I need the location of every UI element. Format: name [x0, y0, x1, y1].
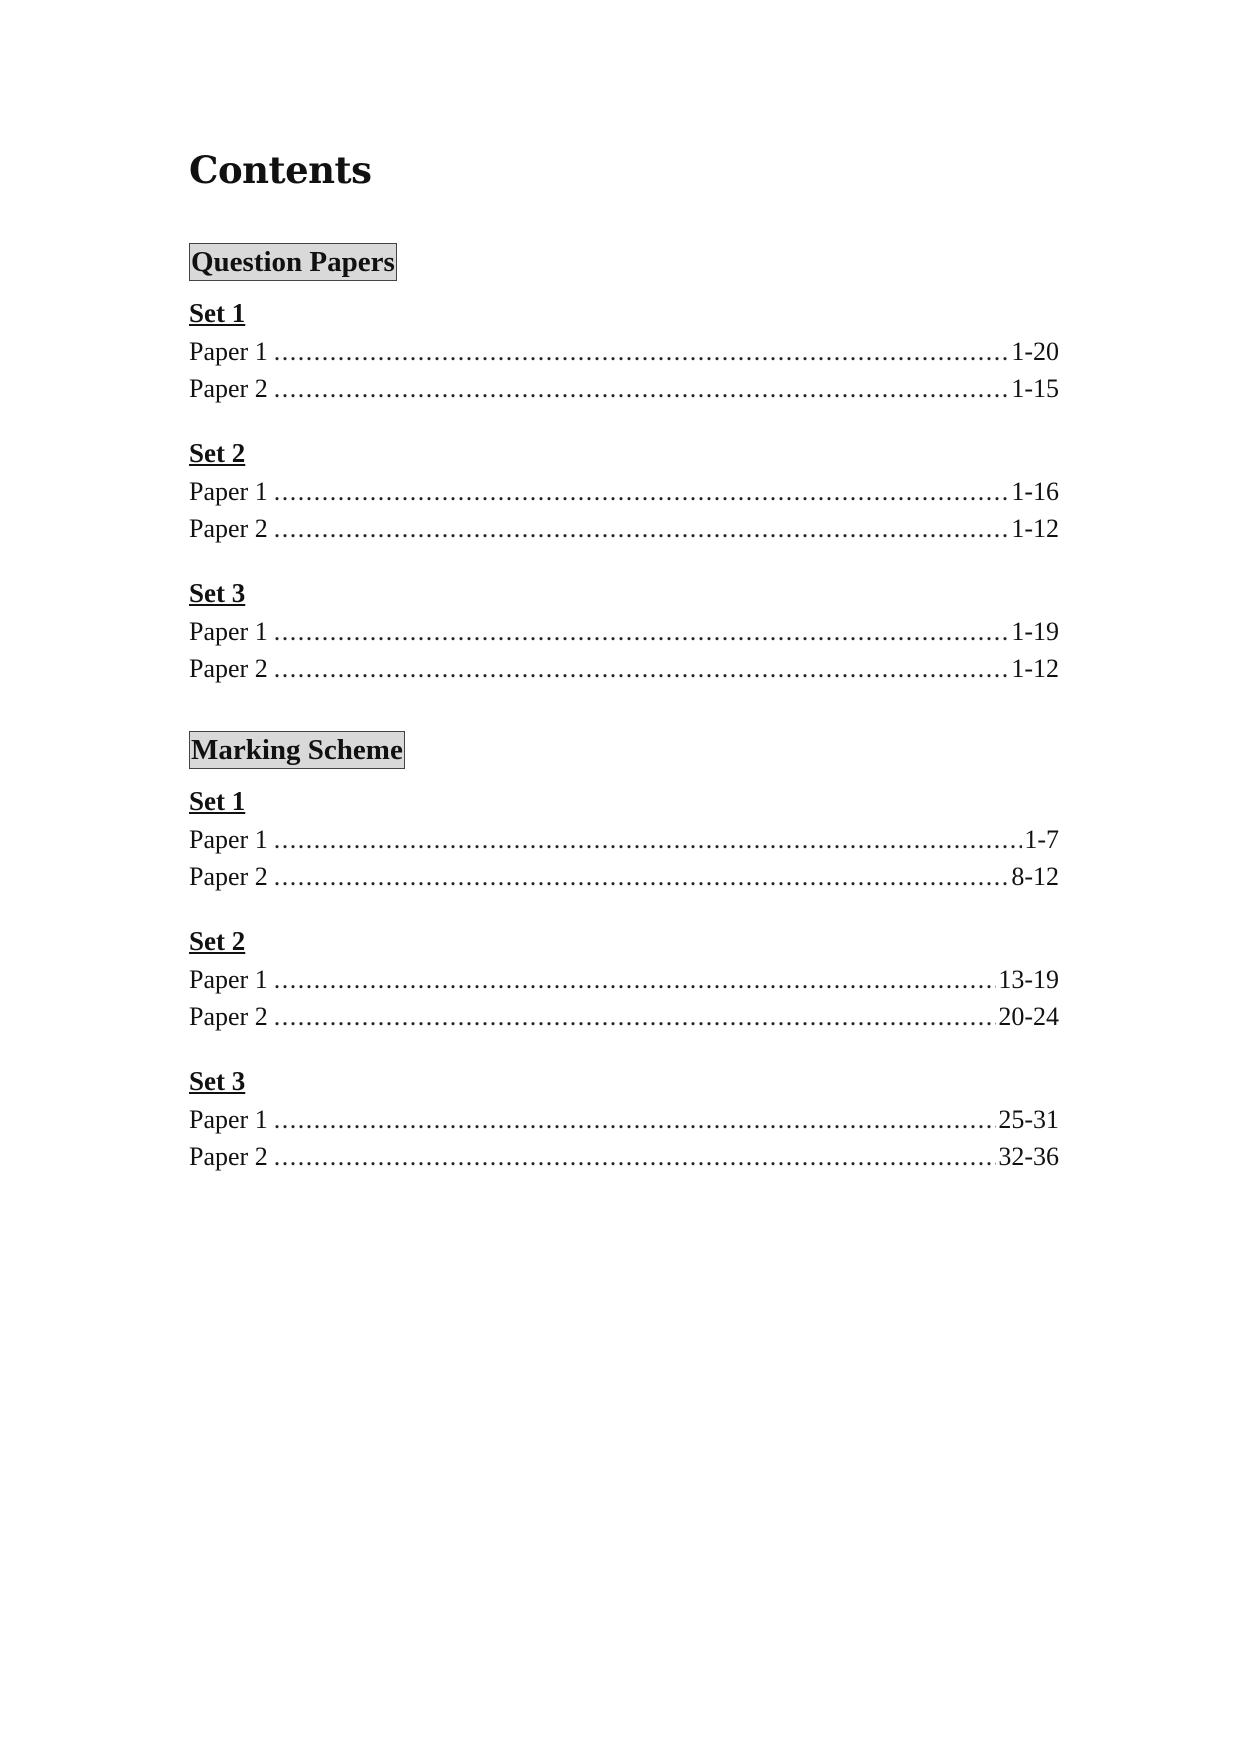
dot-leader — [274, 370, 1010, 407]
set-group — [189, 295, 1059, 407]
contents-section — [189, 731, 1059, 1175]
set-group — [189, 923, 1059, 1035]
toc-entry-label: Paper 1 — [189, 965, 268, 994]
toc-entry-label: Paper 2 — [189, 1142, 268, 1171]
toc-entry-pages: 1-20 — [1011, 337, 1059, 366]
contents-sections — [189, 243, 1059, 1175]
dot-leader — [274, 858, 1010, 895]
toc-entry[interactable] — [189, 1138, 1059, 1175]
dot-leader — [274, 473, 1010, 510]
toc-entry-label: Paper 2 — [189, 654, 268, 683]
dot-leader — [274, 998, 997, 1035]
set-heading: Set 3 — [189, 578, 246, 608]
toc-entry-pages: 20-24 — [998, 1002, 1059, 1031]
set-heading: Set 1 — [189, 298, 246, 328]
toc-entry-label: Paper 2 — [189, 862, 268, 891]
dot-leader — [274, 961, 997, 998]
toc-entry-pages: 8-12 — [1011, 862, 1059, 891]
set-group — [189, 575, 1059, 687]
toc-entry-pages: 1-7 — [1024, 825, 1059, 854]
toc-entry-pages: 1-15 — [1011, 374, 1059, 403]
section-heading: Question Papers — [189, 243, 397, 281]
toc-entry-pages: 1-16 — [1011, 477, 1059, 506]
toc-entry-label: Paper 2 — [189, 374, 268, 403]
dot-leader — [274, 1101, 997, 1138]
set-group — [189, 435, 1059, 547]
toc-entry-label: Paper 1 — [189, 1105, 268, 1134]
toc-entry-pages: 13-19 — [998, 965, 1059, 994]
toc-entry[interactable] — [189, 650, 1059, 687]
toc-entry[interactable] — [189, 613, 1059, 650]
toc-entry[interactable] — [189, 1101, 1059, 1138]
toc-entry-pages: 25-31 — [998, 1105, 1059, 1134]
toc-entry[interactable] — [189, 333, 1059, 370]
toc-entry[interactable] — [189, 510, 1059, 547]
set-group — [189, 783, 1059, 895]
toc-entry[interactable] — [189, 961, 1059, 998]
toc-entry-pages: 1-19 — [1011, 617, 1059, 646]
set-heading: Set 2 — [189, 438, 246, 468]
set-heading: Set 1 — [189, 786, 246, 816]
toc-entry-label: Paper 2 — [189, 514, 268, 543]
toc-entry[interactable] — [189, 858, 1059, 895]
toc-entry[interactable] — [189, 370, 1059, 407]
toc-entry[interactable] — [189, 998, 1059, 1035]
dot-leader — [274, 613, 1010, 650]
section-heading: Marking Scheme — [189, 731, 405, 769]
set-heading: Set 2 — [189, 926, 246, 956]
toc-entry-pages: 1-12 — [1011, 514, 1059, 543]
toc-entry-label: Paper 1 — [189, 825, 268, 854]
contents-body — [189, 148, 1059, 1175]
toc-entry-label: Paper 2 — [189, 1002, 268, 1031]
toc-entry-pages: 32-36 — [998, 1142, 1059, 1171]
dot-leader — [274, 1138, 997, 1175]
dot-leader — [274, 333, 1010, 370]
toc-entry-label: Paper 1 — [189, 337, 268, 366]
toc-entry[interactable] — [189, 473, 1059, 510]
set-heading: Set 3 — [189, 1066, 246, 1096]
dot-leader — [274, 650, 1010, 687]
set-group — [189, 1063, 1059, 1175]
contents-section — [189, 243, 1059, 687]
toc-entry-pages: 1-12 — [1011, 654, 1059, 683]
dot-leader — [274, 821, 1023, 858]
toc-entry-label: Paper 1 — [189, 617, 268, 646]
page-title: Contents — [189, 148, 372, 192]
toc-entry[interactable] — [189, 821, 1059, 858]
dot-leader — [274, 510, 1010, 547]
toc-entry-label: Paper 1 — [189, 477, 268, 506]
